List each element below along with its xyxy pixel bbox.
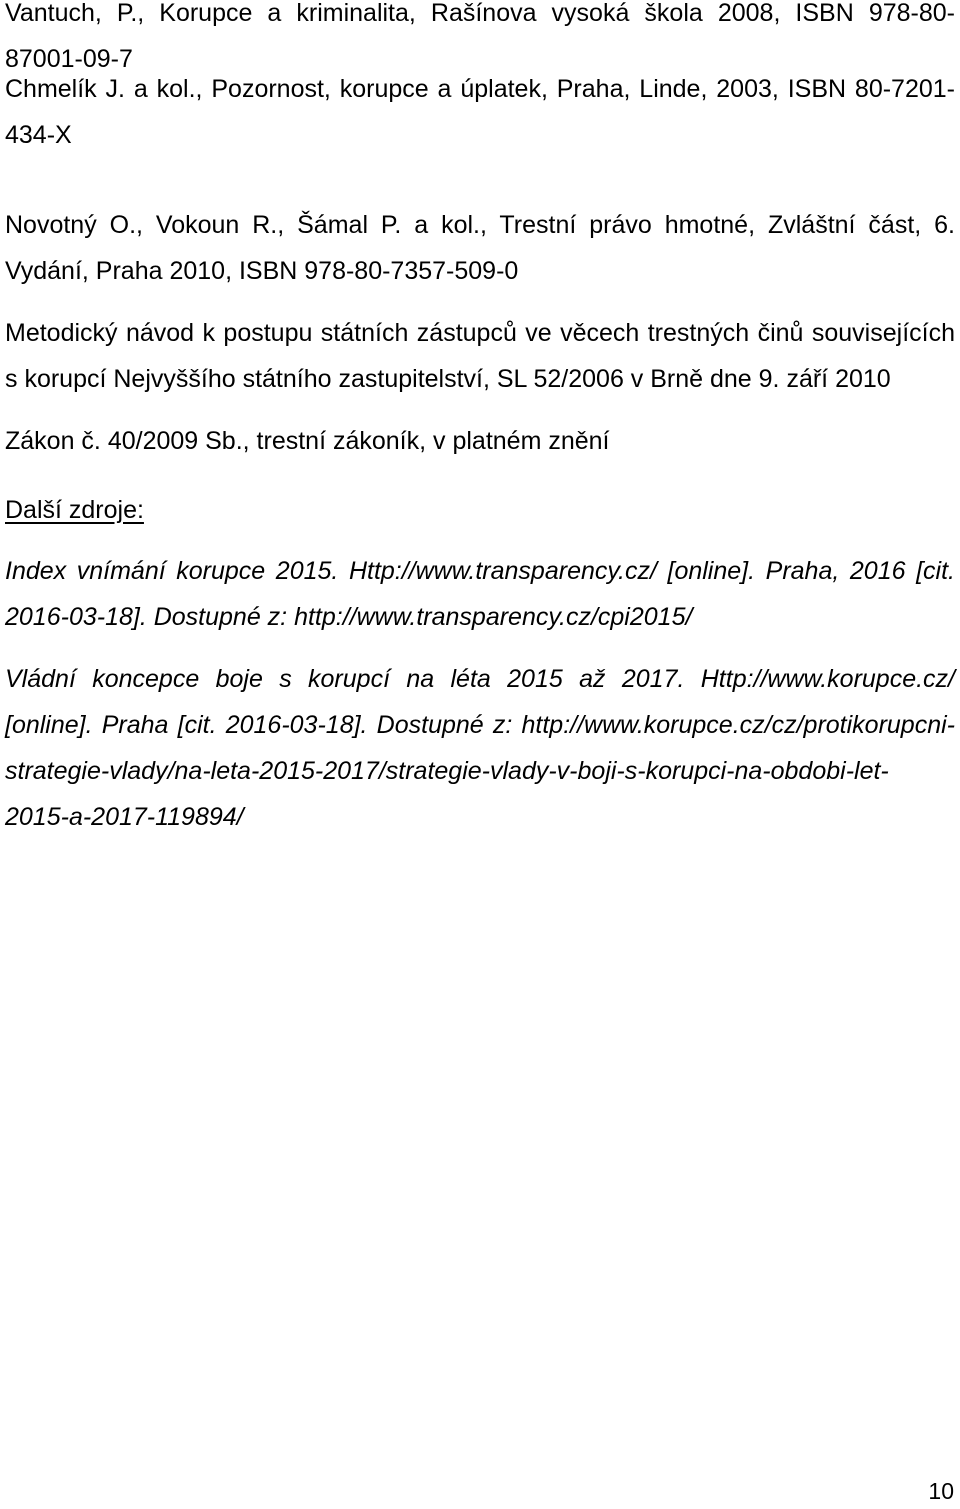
reference-line: 434-X [5,121,72,149]
reference-line: Vantuch, P., Korupce a kriminalita, Rašínova vysoká škola 2008, ISBN 978-80- [5,0,955,27]
page-number: 10 [928,1478,954,1504]
source-line: Index vnímání korupce 2015. Http://www.transparency.cz/ [online]. Praha, 2016 [cit. [5,557,955,585]
source-line: [online]. Praha [cit. 2016-03-18]. Dostupné z: http://www.korupce.cz/cz/protikorupcni- [5,711,955,739]
reference-line: Chmelík J. a kol., Pozornost, korupce a úplatek, Praha, Linde, 2003, ISBN 80-7201- [5,75,955,103]
reference-line: s korupcí Nejvyššího státního zastupitelství, SL 52/2006 v Brně dne 9. září 2010 [5,365,891,393]
reference-line: Novotný O., Vokoun R., Šámal P. a kol., Trestní právo hmotné, Zvláštní část, 6. [5,211,955,239]
reference-line: Metodický návod k postupu státních zástupců ve věcech trestných činů souvisejících [5,319,955,347]
source-line: 2016-03-18]. Dostupné z: http://www.transparency.cz/cpi2015/ [5,603,693,631]
source-index-vnimani-korupce [5,548,955,640]
reference-line: 87001-09-7 [5,45,133,73]
reference-chmelik [5,66,955,158]
reference-zakon [5,418,955,464]
source-vladni-koncepce [5,656,955,840]
source-line: strategie-vlady/na-leta-2015-2017/strategie-vlady-v-boji-s-korupci-na-obdobi-let- [5,757,889,785]
source-line: Vládní koncepce boje s korupcí na léta 2015 až 2017. Http://www.korupce.cz/ [5,665,955,693]
other-sources-heading: Další zdroje: [5,496,144,524]
reference-line: Vydání, Praha 2010, ISBN 978-80-7357-509-0 [5,257,519,285]
reference-metodicky-navod [5,310,955,402]
source-line: 2015-a-2017-119894/ [5,803,244,831]
reference-novotny [5,202,955,294]
reference-line: Zákon č. 40/2009 Sb., trestní zákoník, v platném znění [5,427,610,455]
